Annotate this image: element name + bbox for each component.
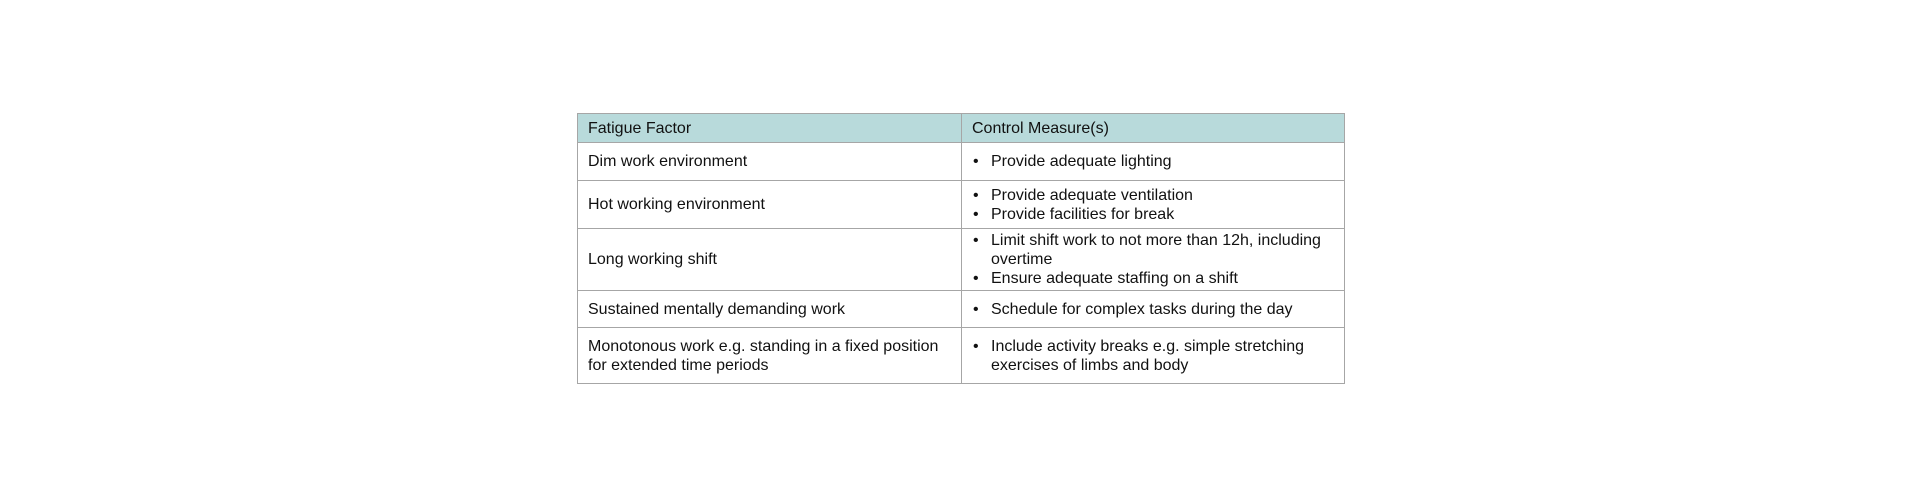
table-row [578,181,1345,229]
fatigue-factor-cell: Monotonous work e.g. standing in a fixed position for extended time periods [578,328,962,384]
control-measures-cell [962,181,1345,229]
table-row [578,291,1345,328]
control-measure-item: • Limit shift work to not more than 12h, including overtime [972,231,1334,269]
table-row [578,328,1345,384]
control-measure-item: • Provide adequate lighting [972,152,1334,171]
table-header-row [578,114,1345,143]
control-measure-item: • Ensure adequate staffing on a shift [972,269,1334,288]
control-measures-list [972,186,1334,224]
control-measure-item: • Include activity breaks e.g. simple stretching exercises of limbs and body [972,337,1334,375]
control-measures-list [972,231,1334,288]
table-row [578,143,1345,181]
fatigue-factor-cell: Hot working environment [578,181,962,229]
fatigue-factor-cell: Sustained mentally demanding work [578,291,962,328]
control-measures-list [972,152,1334,171]
control-measures-list [972,337,1334,375]
fatigue-factor-cell: Dim work environment [578,143,962,181]
fatigue-factor-cell: Long working shift [578,229,962,291]
control-measures-cell [962,229,1345,291]
control-measures-list [972,300,1334,319]
control-measure-item: • Schedule for complex tasks during the day [972,300,1334,319]
control-measures-cell [962,291,1345,328]
control-measures-cell [962,143,1345,181]
table-row [578,229,1345,291]
control-measure-item: • Provide facilities for break [972,205,1334,224]
header-control-measures: Control Measure(s) [962,114,1345,143]
control-measure-item: • Provide adequate ventilation [972,186,1334,205]
fatigue-control-table [577,113,1345,384]
control-measures-cell [962,328,1345,384]
header-fatigue-factor: Fatigue Factor [578,114,962,143]
